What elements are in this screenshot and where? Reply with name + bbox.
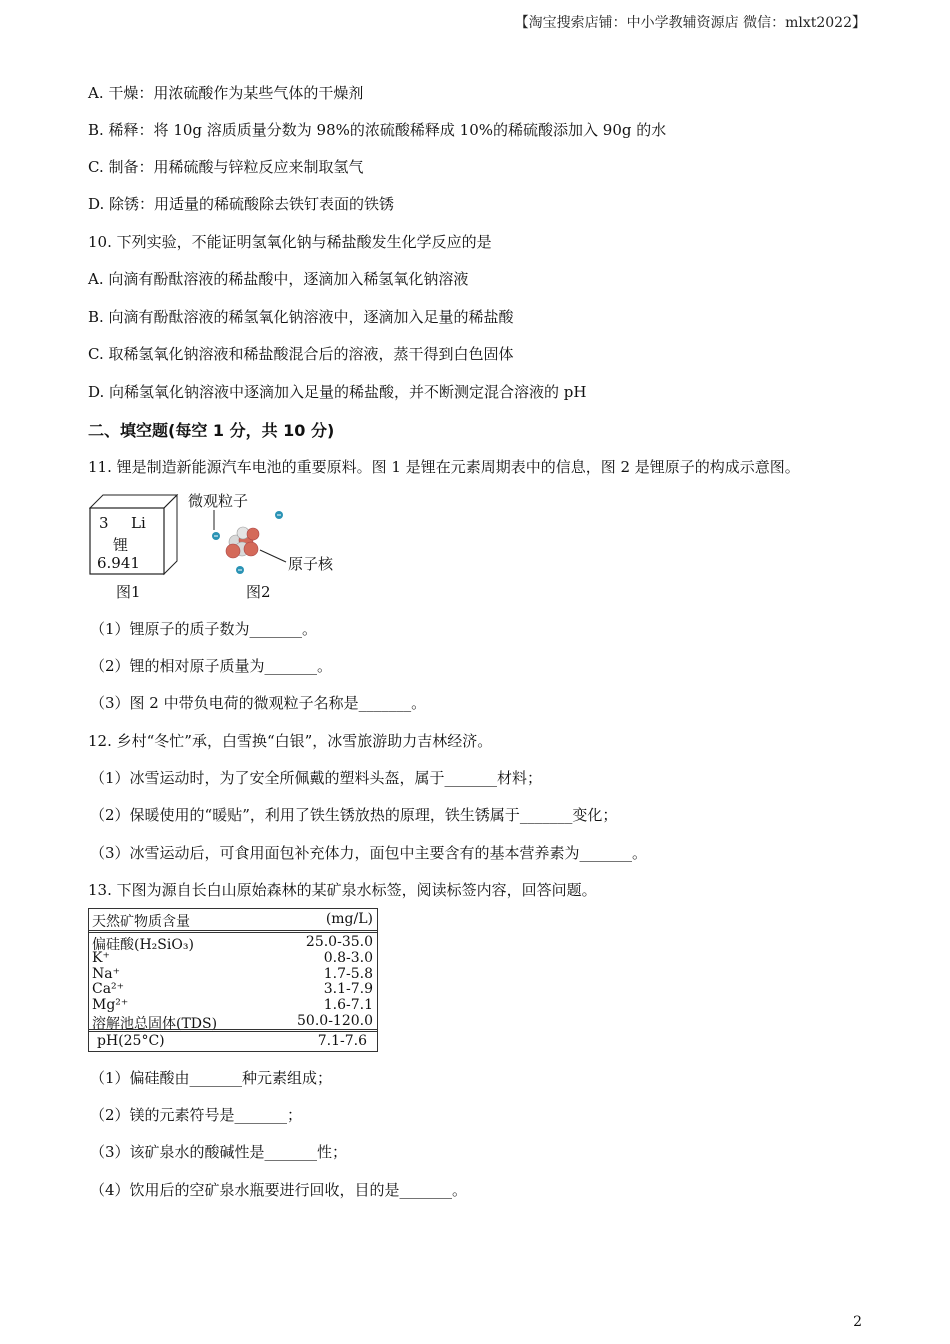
question-10-option-a: A. 向滴有酚酞溶液的稀盐酸中，逐滴加入稀氢氧化钠溶液 [88, 270, 469, 288]
table-row-value: 3.1-7.9 [323, 981, 373, 997]
element-cell-lithium [89, 494, 169, 574]
question-11-part-3: （3）图 2 中带负电荷的微观粒子名称是_______。 [90, 694, 427, 712]
question-10-option-b: B. 向滴有酚酞溶液的稀氢氧化钠溶液中，逐滴加入足量的稀盐酸 [88, 308, 514, 326]
table-unit: (mg/L) [325, 911, 373, 927]
question-13-part-1: （1）偏硅酸由_______种元素组成； [90, 1069, 333, 1087]
figure-1-caption: 图1 [116, 583, 141, 601]
question-13-part-2: （2）镁的元素符号是_______； [90, 1106, 303, 1124]
question-10-option-d: D. 向稀氢氧化钠溶液中逐滴加入足量的稀盐酸，并不断测定混合溶液的 pH [88, 383, 587, 401]
element-symbol: Li [131, 514, 146, 532]
question-13-part-4: （4）饮用后的空矿泉水瓶要进行回收，目的是_______。 [90, 1181, 468, 1199]
nucleus-icon [226, 527, 259, 558]
figure-2-caption: 图2 [246, 583, 271, 601]
table-footer-value: 7.1-7.6 [317, 1033, 367, 1049]
table-row-name: Na⁺ [92, 966, 120, 982]
section-2-title: 二、填空题(每空 1 分，共 10 分) [88, 421, 335, 440]
table-row-value: 25.0-35.0 [305, 934, 373, 950]
question-12-part-1: （1）冰雪运动时，为了安全所佩戴的塑料头盔，属于_______材料； [90, 769, 543, 787]
question-10-stem: 10. 下列实验，不能证明氢氧化钠与稀盐酸发生化学反应的是 [88, 233, 492, 251]
table-header-rule-double [89, 932, 377, 933]
question-11-stem: 11. 锂是制造新能源汽车电池的重要原料。图 1 是锂在元素周期表中的信息，图 2 是锂原子的构成示意图。 [88, 458, 800, 476]
page-header: 【淘宝搜索店铺：中小学教辅资源店 微信：mlxt2022】 [514, 15, 866, 31]
question-12-part-3: （3）冰雪运动后，可食用面包补充体力，面包中主要含有的基本营养素为_______。 [90, 844, 648, 862]
option-a-dry: A. 干燥：用浓硫酸作为某些气体的干燥剂 [88, 84, 364, 102]
electron-icon [236, 566, 244, 574]
table-row-value: 1.6-7.1 [323, 997, 373, 1013]
table-footer-rule-double [89, 1031, 377, 1032]
question-10-option-c: C. 取稀氢氧化钠溶液和稀盐酸混合后的溶液，蒸干得到白色固体 [88, 345, 514, 363]
question-11-part-2: （2）锂的相对原子质量为_______。 [90, 657, 333, 675]
option-b-dilute: B. 稀释：将 10g 溶质质量分数为 98%的浓硫酸稀释成 10%的稀硫酸添加入 90g 的水 [88, 121, 667, 139]
atomic-number: 3 [99, 514, 109, 532]
element-cell-outline [89, 494, 181, 586]
table-footer-name: pH(25°C) [97, 1033, 165, 1049]
electron-icon [212, 532, 220, 540]
question-11-part-1: （1）锂原子的质子数为_______。 [90, 620, 318, 638]
table-row-name: 溶解池总固体(TDS) [92, 1016, 218, 1032]
table-footer-rule [89, 1029, 377, 1030]
table-row-name: Ca²⁺ [92, 981, 125, 997]
option-c-prepare: C. 制备：用稀硫酸与锌粒反应来制取氢气 [88, 158, 364, 176]
table-row-name: 偏硅酸(H₂SiO₃) [92, 937, 194, 953]
question-13-part-3: （3）该矿泉水的酸碱性是_______性； [90, 1143, 348, 1161]
mineral-label-table [88, 908, 378, 1052]
electron-icon [275, 511, 283, 519]
table-row-value: 1.7-5.8 [323, 966, 373, 982]
label-particle: 微观粒子 [188, 492, 249, 510]
element-name: 锂 [113, 536, 129, 554]
table-row-value: 0.8-3.0 [323, 950, 373, 966]
option-d-rust: D. 除锈：用适量的稀硫酸除去铁钉表面的铁锈 [88, 195, 395, 213]
label-nucleus: 原子核 [288, 555, 334, 573]
table-row-value: 50.0-120.0 [297, 1013, 373, 1029]
table-row-name: K⁺ [92, 950, 110, 966]
page-number: 2 [853, 1314, 862, 1330]
table-row-name: Mg²⁺ [92, 997, 129, 1013]
atomic-mass: 6.941 [97, 554, 140, 572]
question-12-part-2: （2）保暖使用的“暖贴”，利用了铁生锈放热的原理，铁生锈属于_______变化； [90, 806, 618, 824]
table-title: 天然矿物质含量 [92, 914, 190, 930]
question-12-stem: 12. 乡村“冬忙”承，白雪换“白银”，冰雪旅游助力吉林经济。 [88, 732, 493, 750]
question-13-stem: 13. 下图为源自长白山原始森林的某矿泉水标签，阅读标签内容，回答问题。 [88, 881, 597, 899]
